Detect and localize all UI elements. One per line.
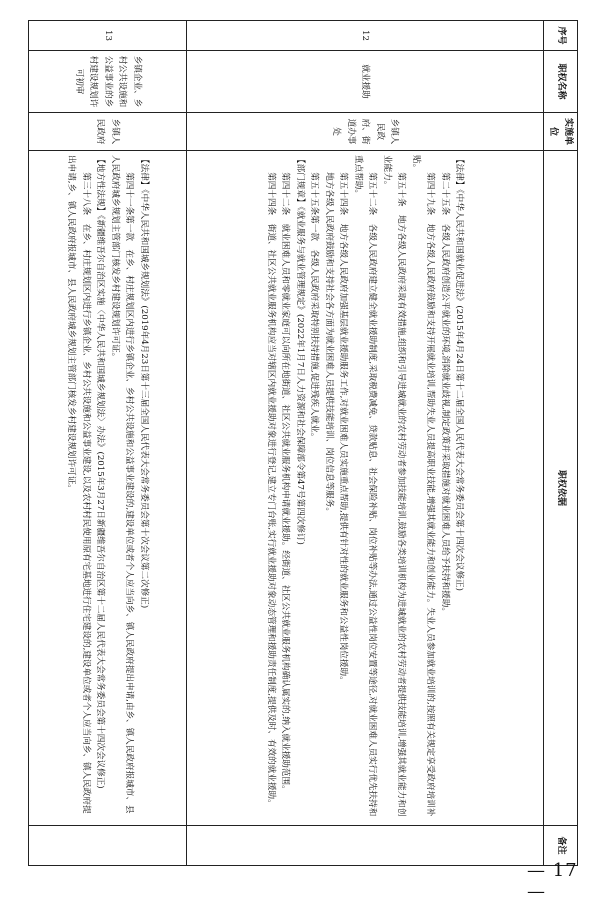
row-note	[29, 826, 187, 866]
basis-paragraph: 【法律】《中华人民共和国城乡规划法》(2019年4月23日第十三届全国人民代表大会常务委员会第十次会议第二次修正)	[138, 155, 149, 609]
header-unit: 实施单位	[544, 113, 578, 151]
basis-paragraph: 第二十五条 各级人民政府创造公平就业的环境,消除就业歧视,制定政策并采取措施对就业困难人员给予扶持和援助。	[439, 172, 450, 616]
header-name: 职权名称	[544, 51, 578, 113]
basis-paragraph: 【法律】《中华人民共和国就业促进法》(2015年4月24日第十二届全国人民代表大会常务委员会第十四次会议修正)	[454, 155, 465, 591]
row-seq: 12	[186, 21, 543, 51]
basis-paragraph: 第三十八条 在乡、村庄规划区内进行乡镇企业、乡村公共设施和公益事业建设,以及农村村民使用原有宅基地进行住宅建设的,建设单位或者个人应当向乡、镇人民政府提出申请,乡、镇人民政府报城市、县人民政府城乡规划主管部门核发乡村建设规划许可证。	[66, 155, 91, 814]
row-seq: 13	[29, 21, 187, 51]
row-unit: 乡镇人民政府、街道办事处	[186, 113, 543, 151]
basis-paragraph: 第五十二条 各级人民政府建立健全就业援助制度,采取税费减免、贷款贴息、社会保险补贴、岗位补贴等办法,通过公益性岗位安置等途径,对就业困难人员实行优先扶持和重点帮助。	[352, 155, 378, 817]
table-row	[186, 21, 543, 866]
table-row	[29, 21, 187, 866]
page-number: — 17 —	[527, 860, 578, 902]
row-basis	[29, 151, 187, 826]
basis-paragraph: 第四十四条 街道、社区公共就业服务机构应当对辖区内就业援助对象进行登记,建立专门台账,实行就业援助对象动态管理和援助责任制度,提供及时、有效的就业援助。	[265, 172, 276, 808]
row-basis	[186, 151, 543, 826]
rotated-page	[28, 20, 578, 865]
row-note	[186, 826, 543, 866]
basis-paragraph: 第五十条 地方各级人民政府采取有效措施,组织和引导进城就业的农村劳动者参加技能培训,鼓励各类培训机构为进城就业的农村劳动者提供技能培训,增强其就业能力和创业能力。	[381, 155, 407, 817]
header-note: 备注	[544, 826, 578, 866]
basis-paragraph: 【部门规章】《就业服务与就业管理规定》(2022年1月7日人力资源和社会保障部令第47号第四次修订)	[294, 155, 305, 545]
basis-paragraph: 第四十一条第一款 在乡、村庄规划区内进行乡镇企业、乡村公共设施和公益事业建设的,建设单位或者个人应当向乡、镇人民政府提出申请,由乡、镇人民政府报城市、县人民政府城乡规划主管部门核发乡村建设规划许可证。	[109, 155, 135, 814]
basis-paragraph: 第四十二条 就业困难人员和零就业家庭可以向所在地街道、社区公共就业服务机构申请就业援助。经街道、社区公共就业服务机构确认属实的,纳入就业援助范围。	[280, 172, 291, 794]
basis-paragraph: 第五十五条第一款 各级人民政府采取特别扶持措施,促进残疾人就业。	[309, 172, 320, 442]
basis-paragraph: 第五十四条 地方各级人民政府加强基层就业援助服务工作,对就业困难人员实施重点帮助,提供有针对性的就业服务和公益性岗位援助。	[338, 172, 349, 685]
row-name: 乡镇企业、乡村公共设施和公益事业的乡村建设规划许可初审	[29, 51, 187, 113]
table-header-row	[544, 21, 578, 866]
header-basis: 职权依据	[544, 151, 578, 826]
basis-paragraph: 地方各级人民政府鼓励和支持社会各方面为就业困难人员提供技能培训、岗位信息等服务。	[323, 172, 334, 516]
authority-table	[28, 20, 578, 866]
row-name: 就业援助	[186, 51, 543, 113]
basis-paragraph: 【地方性法规】《新疆维吾尔自治区实施〈中华人民共和国城乡规划法〉办法》(2015年3月27日新疆维吾尔自治区第十二届人民代表大会常务委员会第十四次会议修正)	[95, 155, 106, 789]
basis-paragraph: 第四十九条 地方各级人民政府鼓励和支持开展就业培训,帮助失业人员提高职业技能,增强其就业能力和创业能力。失业人员参加就业培训的,按照有关规定享受政府培训补贴。	[410, 155, 436, 817]
row-unit: 乡镇人民政府	[29, 113, 187, 151]
header-seq: 序号	[544, 21, 578, 51]
